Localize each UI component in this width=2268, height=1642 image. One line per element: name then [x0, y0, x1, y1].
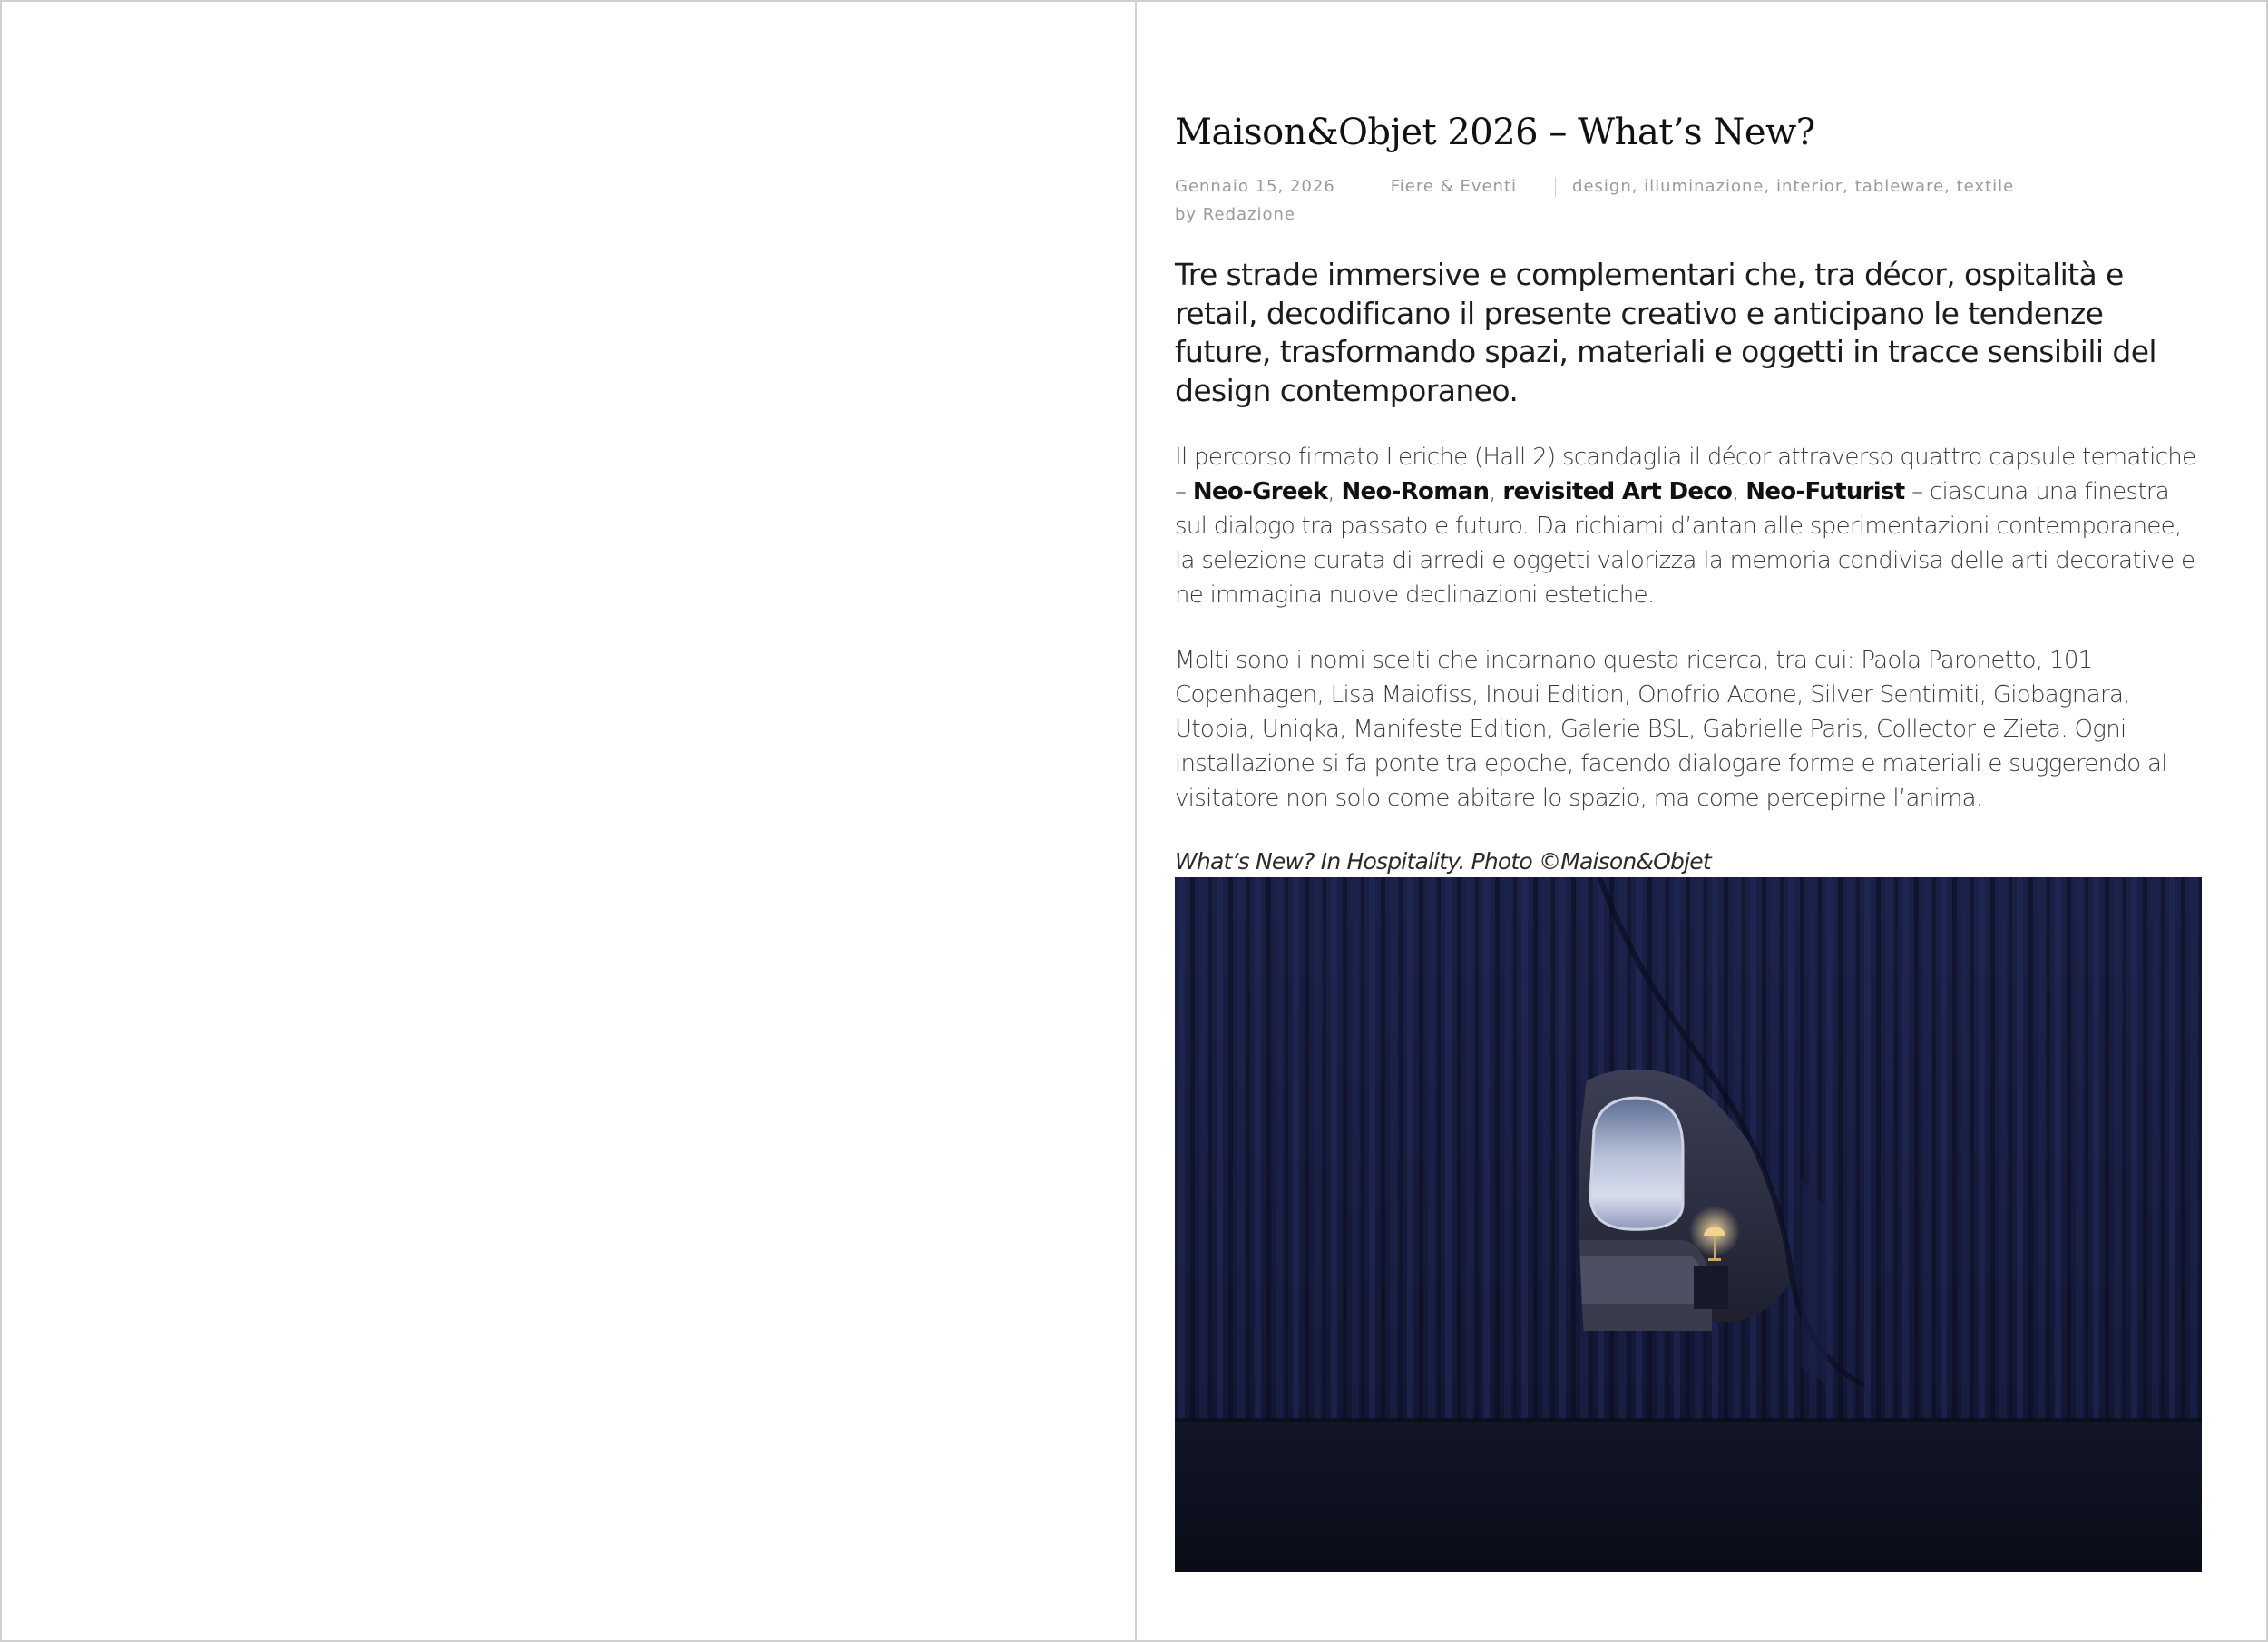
article [1175, 111, 2202, 1572]
article-category[interactable]: Fiere & Eventi [1390, 177, 1518, 196]
bold-term: Neo-Roman [1341, 478, 1490, 505]
right-page [1137, 2, 2266, 1640]
article-date: Gennaio 15, 2026 [1175, 177, 1335, 196]
article-meta [1175, 172, 2202, 229]
article-title: Maison&Objet 2026 – What’s New? [1175, 112, 1815, 153]
bold-term: Neo-Greek [1192, 478, 1328, 505]
article-tags[interactable]: design, illuminazione, interior, tableware, textile [1572, 177, 2015, 196]
meta-divider [1555, 177, 1556, 197]
bold-term: Neo-Futurist [1745, 478, 1905, 505]
floor [1175, 1420, 2202, 1572]
paragraph-text: , [1732, 478, 1746, 505]
airplane-window [1590, 1098, 1683, 1229]
article-paragraph-1 [1175, 440, 2202, 612]
hospitality-photo [1175, 877, 2202, 1572]
left-page-blank [2, 2, 1135, 1640]
meta-row [1175, 172, 2202, 200]
bold-term: revisited Art Deco [1502, 478, 1733, 505]
article-author: by Redazione [1175, 205, 1295, 224]
paragraph-text: Il percorso firmato Leriche (Hall 2) scandaglia il décor attraverso quattro capsule tematiche – [1175, 444, 2196, 505]
paragraph-text: , [1327, 478, 1342, 505]
paragraph-text: – ciascuna una finestra sul dialogo tra passato e futuro. Da richiami d’antan alle sperimentazioni contemporanee, la selezione curata di arredi e oggetti valorizza la memoria condivisa delle arti decorative e ne immagina nuove declinazioni estetiche. [1175, 478, 2195, 609]
photo-caption: What’s New? In Hospitality. Photo ©Maison&Objet [1175, 848, 1711, 875]
article-paragraph-2: Molti sono i nomi scelti che incarnano questa ricerca, tra cui: Paola Paronetto, 101 Copenhagen, Lisa Maiofiss, Inoui Edition, Onofrio Acone, Silver Sentimiti, Giobagnara, Utopia, Uniqka, Manifeste Edition, Galerie BSL, Gabrielle Paris, Collector e Zieta. Ogni installazione si fa ponte tra epoche, facendo dialogare forme e materiali e suggerendo al visitatore non solo come abitare lo spazio, ma come percepirne l’anima. [1175, 647, 2167, 812]
paragraph-text: , [1489, 478, 1503, 505]
article-lead: Tre strade immersive e complementari che, tra décor, ospitalità e retail, decodificano il presente creativo e anticipano le tendenze future, trasformando spazi, materiali e oggetti in tracce sensibili del design contemporaneo. [1175, 257, 2156, 408]
